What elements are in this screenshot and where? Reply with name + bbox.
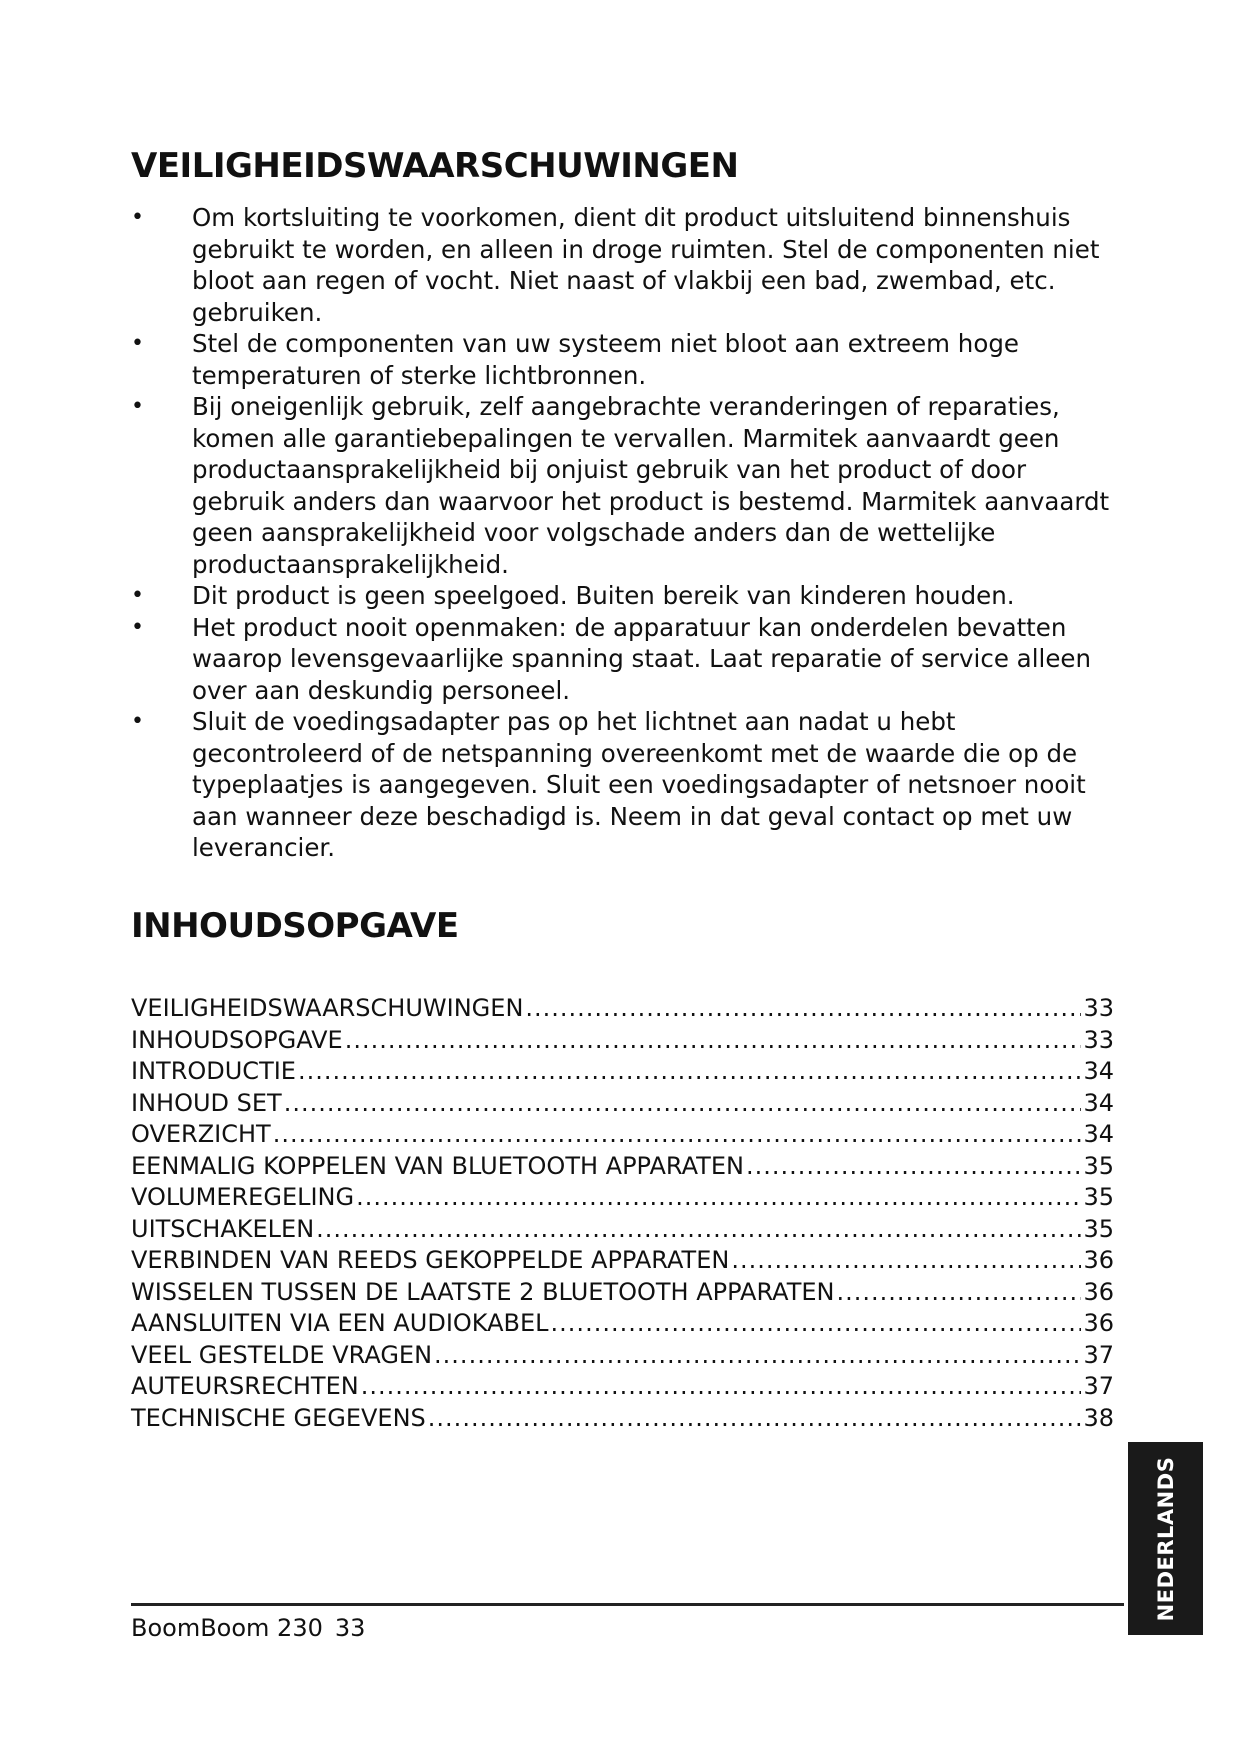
- list-item: [131, 391, 1111, 580]
- footer-page-number: 33: [334, 1614, 366, 1642]
- toc-entry-title: AUTEURSRECHTEN: [131, 1372, 359, 1400]
- toc-leader-dots: [298, 1056, 1081, 1088]
- toc-entry-title: TECHNISCHE GEGEVENS: [131, 1403, 426, 1432]
- safety-warnings-heading: VEILIGHEIDSWAARSCHUWINGEN: [131, 146, 739, 186]
- bullet-icon: •: [131, 583, 144, 608]
- list-item: [131, 612, 1111, 707]
- toc-leader-dots: [551, 1308, 1082, 1340]
- table-of-contents-heading: INHOUDSOPGAVE: [131, 906, 459, 946]
- safety-item-text: Om kortsluiting te voorkomen, dient dit product uitsluitend binnenshuis gebruikt te worden, en alleen in droge ruimten. Stel de componenten niet bloot aan regen of vocht. Niet naast of vlakbij een bad, zwembad, etc. gebruiken.: [192, 203, 1100, 327]
- list-item: [131, 706, 1111, 864]
- toc-leader-dots: [284, 1088, 1082, 1120]
- toc-leader-dots: [525, 993, 1081, 1025]
- page-footer: [131, 1614, 377, 1642]
- safety-warnings-list: [131, 202, 1111, 864]
- bullet-icon: •: [131, 331, 144, 356]
- language-tab: [1128, 1442, 1203, 1635]
- toc-entry-title: VEEL GESTELDE VRAGEN: [131, 1340, 433, 1369]
- toc-entry-page: 34: [1083, 1057, 1114, 1085]
- toc-entry-title: OVERZICHT: [131, 1120, 271, 1148]
- toc-entry-title: WISSELEN TUSSEN DE LAATSTE 2 BLUETOOTH APPARATEN: [131, 1277, 835, 1306]
- toc-entry[interactable]: [131, 1340, 1114, 1372]
- toc-entry-title: INTRODUCTIE: [131, 1057, 296, 1085]
- toc-entry[interactable]: [131, 1403, 1114, 1435]
- toc-entry[interactable]: [131, 1151, 1114, 1183]
- toc-leader-dots: [731, 1245, 1081, 1277]
- toc-entry-title: VEILIGHEIDSWAARSCHUWINGEN: [131, 994, 524, 1022]
- toc-entry-page: 38: [1083, 1403, 1114, 1432]
- toc-entry-title: INHOUD SET: [131, 1088, 282, 1117]
- safety-item-text: Sluit de voedingsadapter pas op het lichtnet aan nadat u hebt gecontroleerd of de netspanning overeenkomt met de waarde die op de typeplaatjes is aangegeven. Sluit een voedingsadapter of netsnoer nooit aan wanneer deze beschadigd is. Neem in dat geval contact op met uw leverancier.: [192, 707, 1086, 862]
- toc-leader-dots: [345, 1025, 1082, 1057]
- safety-item-text: Stel de componenten van uw systeem niet bloot aan extreem hoge temperaturen of sterke lichtbronnen.: [192, 329, 1019, 390]
- toc-leader-dots: [837, 1277, 1082, 1309]
- toc-entry[interactable]: [131, 1182, 1114, 1214]
- toc-entry[interactable]: [131, 1371, 1114, 1403]
- toc-leader-dots: [746, 1151, 1082, 1183]
- toc-leader-dots: [273, 1119, 1082, 1151]
- toc-entry-title: INHOUDSOPGAVE: [131, 1025, 343, 1054]
- footer-product-name: BoomBoom 230: [131, 1614, 323, 1642]
- language-tab-label: NEDERLANDS: [1153, 1456, 1178, 1621]
- toc-entry-page: 37: [1083, 1340, 1114, 1369]
- toc-entry[interactable]: [131, 1025, 1114, 1057]
- toc-entry-title: VOLUMEREGELING: [131, 1183, 355, 1211]
- toc-entry[interactable]: [131, 1119, 1114, 1151]
- bullet-icon: •: [131, 614, 144, 640]
- toc-entry-title: EENMALIG KOPPELEN VAN BLUETOOTH APPARATEN: [131, 1151, 744, 1180]
- safety-item-text: Dit product is geen speelgoed. Buiten bereik van kinderen houden.: [192, 581, 1015, 610]
- toc-entry-page: 33: [1083, 994, 1114, 1022]
- toc-entry[interactable]: [131, 1056, 1114, 1088]
- toc-entry-title: VERBINDEN VAN REEDS GEKOPPELDE APPARATEN: [131, 1246, 730, 1274]
- list-item: [131, 580, 1111, 612]
- toc-entry[interactable]: [131, 1308, 1114, 1340]
- toc-leader-dots: [361, 1371, 1082, 1403]
- toc-entry-title: UITSCHAKELEN: [131, 1214, 315, 1243]
- safety-item-text: Bij oneigenlijk gebruik, zelf aangebrachte veranderingen of reparaties, komen alle garantiebepalingen te vervallen. Marmitek aanvaardt geen productaansprakelijkheid bij onjuist gebruik van het product of door gebruik anders dan waarvoor het product is bestemd. Marmitek aanvaardt geen aansprakelijkheid voor volgschade anders dan de wettelijke productaansprakelijkheid.: [192, 392, 1110, 579]
- bullet-icon: •: [131, 709, 144, 734]
- toc-leader-dots: [356, 1182, 1081, 1214]
- list-item: [131, 202, 1111, 328]
- footer-divider: [131, 1603, 1124, 1606]
- toc-entry-page: 37: [1083, 1372, 1114, 1400]
- toc-leader-dots: [428, 1403, 1082, 1435]
- bullet-icon: •: [131, 205, 144, 230]
- table-of-contents: [131, 993, 1114, 1434]
- toc-entry-page: 35: [1083, 1151, 1114, 1180]
- toc-entry-page: 36: [1083, 1246, 1114, 1274]
- toc-entry[interactable]: [131, 1277, 1114, 1309]
- toc-entry-page: 36: [1083, 1277, 1114, 1306]
- toc-entry-page: 34: [1083, 1088, 1114, 1117]
- toc-entry-page: 33: [1083, 1025, 1114, 1054]
- toc-entry[interactable]: [131, 993, 1114, 1025]
- toc-leader-dots: [434, 1340, 1081, 1372]
- bullet-icon: •: [131, 394, 144, 419]
- toc-entry-page: 36: [1083, 1309, 1114, 1337]
- toc-entry[interactable]: [131, 1088, 1114, 1120]
- toc-entry-page: 35: [1083, 1214, 1114, 1243]
- toc-entry[interactable]: [131, 1245, 1114, 1277]
- toc-entry-page: 34: [1083, 1120, 1114, 1148]
- toc-entry-page: 35: [1083, 1183, 1114, 1211]
- list-item: [131, 328, 1111, 391]
- toc-leader-dots: [316, 1214, 1081, 1246]
- toc-entry[interactable]: [131, 1214, 1114, 1246]
- toc-entry-title: AANSLUITEN VIA EEN AUDIOKABEL: [131, 1309, 549, 1337]
- safety-item-text: Het product nooit openmaken: de apparatuur kan onderdelen bevatten waarop levensgevaarlijke spanning staat. Laat reparatie of service alleen over aan deskundig personeel.: [192, 612, 1091, 705]
